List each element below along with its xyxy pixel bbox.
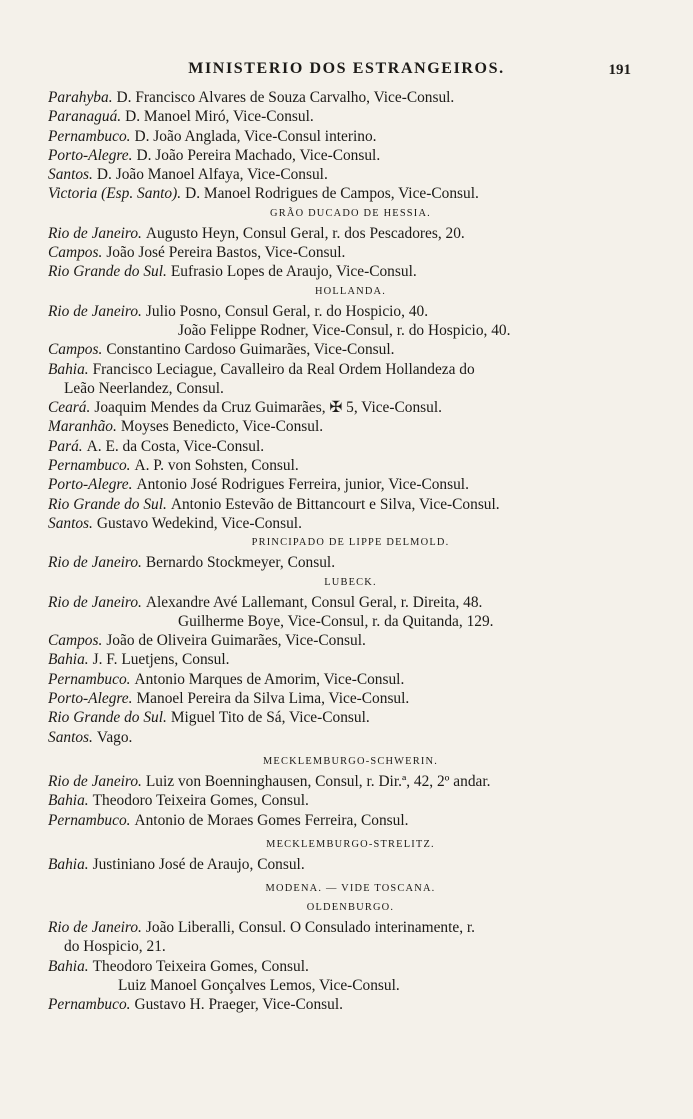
consul-entry	[48, 689, 653, 708]
consul-entry	[48, 495, 653, 514]
consul-details: A. E. da Costa, Vice-Consul.	[86, 437, 265, 455]
city-name: Victoria (Esp. Santo).	[48, 185, 182, 203]
city-name: Bahia.	[48, 651, 89, 669]
consul-entry	[48, 127, 653, 146]
consul-details: A. P. von Sohsten, Consul.	[134, 457, 299, 475]
city-name: Rio Grande do Sul.	[48, 263, 167, 281]
consul-details: do Hospicio, 21.	[64, 938, 166, 956]
consul-details: J. F. Luetjens, Consul.	[92, 651, 230, 669]
consul-entry	[48, 417, 653, 436]
consul-details: Moyses Benedicto, Vice-Consul.	[120, 418, 324, 436]
consul-details: D. João Anglada, Vice-Consul interino.	[134, 127, 377, 145]
country-heading: MODENA. — VIDE TOSCANA.	[265, 883, 436, 895]
city-name: Santos.	[48, 514, 93, 532]
consul-entry	[48, 995, 653, 1014]
city-name: Pernambuco.	[48, 811, 131, 829]
consul-entry	[48, 976, 653, 995]
country-heading: GRÃO DUCADO DE HESSIA.	[270, 207, 431, 219]
consul-entry	[48, 88, 653, 107]
consul-entry	[48, 708, 653, 727]
consul-details: Leão Neerlandez, Consul.	[64, 379, 224, 397]
country-heading: OLDENBURGO.	[306, 902, 395, 914]
city-name: Pará.	[48, 437, 83, 455]
city-name: Campos.	[48, 632, 103, 650]
running-header	[0, 58, 693, 84]
consul-details: Guilherme Boye, Vice-Consul, r. da Quitanda, 129.	[178, 612, 494, 630]
page-number: 191	[608, 62, 631, 78]
consul-entry	[48, 957, 653, 976]
consul-entry	[48, 302, 653, 321]
city-name: Campos.	[48, 341, 103, 359]
city-name: Pernambuco.	[48, 996, 131, 1014]
consul-details: Theodoro Teixeira Gomes, Consul.	[92, 957, 309, 975]
consul-details: Bernardo Stockmeyer, Consul.	[145, 554, 336, 572]
consul-entry	[48, 937, 653, 956]
consul-details: Francisco Leciague, Cavalleiro da Real Ordem Hollandeza do	[92, 360, 475, 378]
consul-details: D. Francisco Alvares de Souza Carvalho, Vice-Consul.	[116, 89, 455, 106]
consul-entry	[48, 224, 653, 243]
consul-details: D. João Manoel Alfaya, Vice-Consul.	[96, 166, 328, 184]
consul-details: Joaquim Mendes da Cruz Guimarães, ✠ 5, Vice-Consul.	[94, 399, 442, 417]
page-title: MINISTERIO DOS ESTRANGEIROS.	[188, 60, 505, 77]
city-name: Bahia.	[48, 360, 89, 378]
city-name: Parahyba.	[48, 89, 113, 106]
consul-entry	[48, 165, 653, 184]
country-heading: HOLLANDA.	[314, 285, 387, 297]
city-name: Porto-Alegre.	[48, 146, 133, 164]
consul-details: Antonio José Rodrigues Ferreira, junior, Vice-Consul.	[136, 476, 469, 494]
city-name: Maranhão.	[48, 418, 117, 436]
consul-entry	[48, 360, 653, 379]
consul-details: Eufrasio Lopes de Araujo, Vice-Consul.	[170, 263, 417, 281]
consul-entry	[48, 184, 653, 203]
consul-details: João de Oliveira Guimarães, Vice-Consul.	[106, 632, 366, 650]
consul-entry	[48, 670, 653, 689]
city-name: Rio de Janeiro.	[48, 302, 142, 320]
consul-details: Gustavo H. Praeger, Vice-Consul.	[134, 996, 343, 1014]
consul-entry	[48, 514, 653, 533]
country-heading: LUBECK.	[324, 576, 377, 588]
consul-entry	[48, 631, 653, 650]
consul-details: D. Manoel Miró, Vice-Consul.	[125, 108, 314, 126]
consul-details: Theodoro Teixeira Gomes, Consul.	[92, 792, 309, 810]
consul-details: Vago.	[96, 728, 133, 746]
consul-details: Manoel Pereira da Silva Lima, Vice-Consul.	[136, 690, 410, 708]
consul-entry	[48, 918, 653, 937]
city-name: Porto-Alegre.	[48, 690, 133, 708]
consul-entry	[48, 612, 653, 631]
consul-entry	[48, 553, 653, 572]
city-name: Pernambuco.	[48, 127, 131, 145]
consul-details: Antonio Marques de Amorim, Vice-Consul.	[134, 670, 405, 688]
city-name: Rio Grande do Sul.	[48, 709, 167, 727]
consul-entry	[48, 340, 653, 359]
city-name: Bahia.	[48, 855, 89, 873]
city-name: Ceará.	[48, 399, 91, 417]
city-name: Bahia.	[48, 792, 89, 810]
city-name: Rio de Janeiro.	[48, 919, 142, 937]
consul-entry	[48, 456, 653, 475]
city-name: Santos.	[48, 166, 93, 184]
country-heading: MECKLEMBURGO-STRELITZ.	[266, 838, 435, 850]
consul-entry	[48, 772, 653, 791]
consul-details: Alexandre Avé Lallemant, Consul Geral, r. Direita, 48.	[145, 593, 483, 611]
consul-entry	[48, 262, 653, 281]
consul-entry	[48, 379, 653, 398]
country-heading: MECKLEMBURGO-SCHWERIN.	[262, 755, 439, 767]
consul-details: D. João Pereira Machado, Vice-Consul.	[136, 146, 381, 164]
city-name: Pernambuco.	[48, 670, 131, 688]
consul-entry	[48, 107, 653, 126]
consul-details: Gustavo Wedekind, Vice-Consul.	[96, 514, 302, 532]
consul-details: Constantino Cardoso Guimarães, Vice-Consul.	[106, 341, 395, 359]
consul-entry	[48, 650, 653, 669]
consul-entry	[48, 855, 653, 874]
consul-details: Luiz Manoel Gonçalves Lemos, Vice-Consul.	[118, 976, 400, 994]
consul-entry	[48, 437, 653, 456]
consul-entry	[48, 243, 653, 262]
consul-entry	[48, 398, 653, 417]
consul-entry	[48, 321, 653, 340]
consul-details: Augusto Heyn, Consul Geral, r. dos Pescadores, 20.	[145, 224, 465, 242]
city-name: Rio de Janeiro.	[48, 772, 142, 790]
consul-entry	[48, 811, 653, 830]
consul-entry	[48, 593, 653, 612]
consul-entry	[48, 791, 653, 810]
consul-entry	[48, 728, 653, 747]
city-name: Paranaguá.	[48, 108, 122, 126]
consul-details: João Felippe Rodner, Vice-Consul, r. do Hospicio, 40.	[178, 321, 511, 339]
city-name: Rio de Janeiro.	[48, 224, 142, 242]
country-heading: PRINCIPADO DE LIPPE DELMOLD.	[251, 537, 450, 549]
consul-details: João José Pereira Bastos, Vice-Consul.	[106, 244, 346, 262]
city-name: Rio de Janeiro.	[48, 593, 142, 611]
consul-details: Luiz von Boenninghausen, Consul, r. Dir.ª, 42, 2º andar.	[145, 772, 491, 790]
city-name: Rio de Janeiro.	[48, 554, 142, 572]
consul-details: Antonio Estevão de Bittancourt e Silva, Vice-Consul.	[170, 495, 500, 513]
city-name: Rio Grande do Sul.	[48, 495, 167, 513]
city-name: Campos.	[48, 244, 103, 262]
consul-listing	[48, 88, 653, 1015]
consul-details: D. Manoel Rodrigues de Campos, Vice-Consul.	[185, 185, 479, 203]
consul-details: Antonio de Moraes Gomes Ferreira, Consul.	[134, 811, 409, 829]
consul-details: Miguel Tito de Sá, Vice-Consul.	[170, 709, 370, 727]
consul-details: Julio Posno, Consul Geral, r. do Hospicio, 40.	[145, 302, 429, 320]
city-name: Pernambuco.	[48, 457, 131, 475]
consul-details: Justiniano José de Araujo, Consul.	[92, 855, 305, 873]
consul-entry	[48, 475, 653, 494]
city-name: Bahia.	[48, 957, 89, 975]
city-name: Porto-Alegre.	[48, 476, 133, 494]
consul-entry	[48, 146, 653, 165]
consul-details: João Liberalli, Consul. O Consulado interinamente, r.	[145, 919, 476, 937]
city-name: Santos.	[48, 728, 93, 746]
